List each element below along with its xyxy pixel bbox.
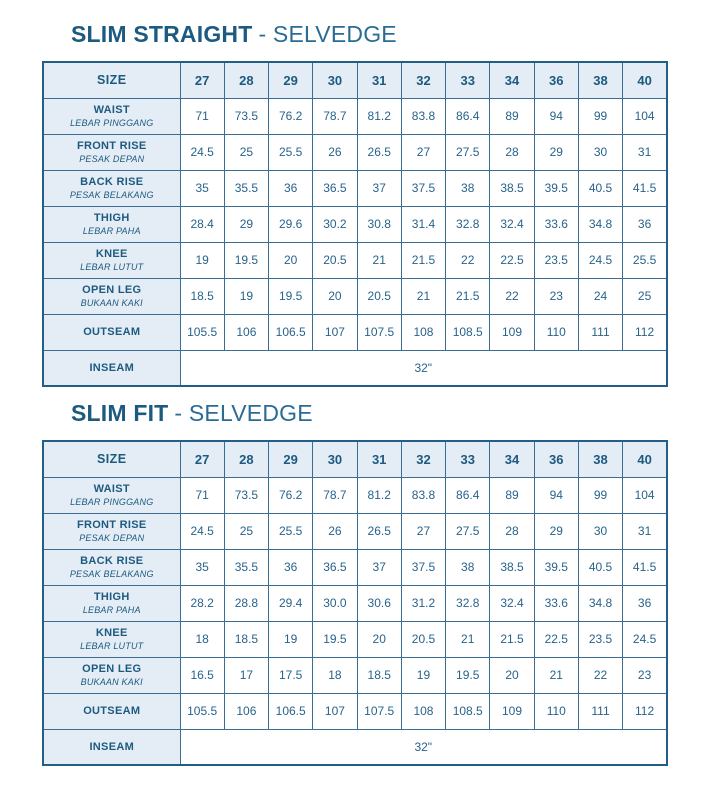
measurement-label-cell xyxy=(43,278,180,314)
measurement-value: 78.7 xyxy=(313,477,357,513)
measurement-value: 89 xyxy=(490,98,534,134)
measurement-value: 40.5 xyxy=(578,170,622,206)
measurement-value: 18 xyxy=(313,657,357,693)
measurement-value: 37 xyxy=(357,549,401,585)
size-table-slim-fit xyxy=(42,440,668,766)
inseam-row xyxy=(43,729,667,765)
measurement-name: OUTSEAM xyxy=(83,326,141,338)
measurement-value: 108.5 xyxy=(446,693,490,729)
measurement-value: 76.2 xyxy=(269,477,313,513)
inseam-value: 32" xyxy=(180,729,667,765)
measurement-value: 99 xyxy=(578,477,622,513)
measurement-name: FRONT RISE xyxy=(76,519,147,531)
measurement-value: 21.5 xyxy=(490,621,534,657)
measurement-value: 24.5 xyxy=(180,134,224,170)
measurement-value: 36.5 xyxy=(313,549,357,585)
measurement-label-cell xyxy=(43,693,180,729)
measurement-value: 29 xyxy=(534,513,578,549)
measurement-value: 26.5 xyxy=(357,134,401,170)
measurement-value: 71 xyxy=(180,98,224,134)
measurement-subname: BUKAAN KAKI xyxy=(80,298,143,308)
measurement-value: 32.4 xyxy=(490,206,534,242)
measurement-value: 39.5 xyxy=(534,170,578,206)
measurement-value: 19 xyxy=(401,657,445,693)
measurement-value: 31 xyxy=(623,134,667,170)
measurement-value: 38.5 xyxy=(490,549,534,585)
measurement-value: 81.2 xyxy=(357,477,401,513)
measurement-value: 17.5 xyxy=(269,657,313,693)
measurement-value: 28.2 xyxy=(180,585,224,621)
measurement-value: 29.4 xyxy=(269,585,313,621)
title-fabric-name: - SELVEDGE xyxy=(174,400,313,426)
measurement-subname: LEBAR LUTUT xyxy=(80,262,144,272)
measurement-value: 105.5 xyxy=(180,693,224,729)
measurement-subname: PESAK DEPAN xyxy=(79,533,145,543)
measurement-value: 17 xyxy=(224,657,268,693)
measurement-value: 107 xyxy=(313,314,357,350)
size-column-header: 28 xyxy=(224,441,268,477)
measurement-value: 25 xyxy=(224,513,268,549)
size-header-row xyxy=(43,441,667,477)
measurement-value: 23.5 xyxy=(534,242,578,278)
measurement-label-cell xyxy=(43,242,180,278)
measurement-value: 109 xyxy=(490,693,534,729)
size-column-header: 28 xyxy=(224,62,268,98)
measurement-value: 22 xyxy=(490,278,534,314)
size-column-header: 30 xyxy=(313,441,357,477)
measurement-name: WAIST xyxy=(93,104,130,116)
measurement-value: 89 xyxy=(490,477,534,513)
measurement-value: 26.5 xyxy=(357,513,401,549)
measurement-value: 19.5 xyxy=(269,278,313,314)
measurement-value: 25 xyxy=(623,278,667,314)
measurement-value: 73.5 xyxy=(224,98,268,134)
measurement-value: 31 xyxy=(623,513,667,549)
measurement-value: 36.5 xyxy=(313,170,357,206)
measurement-value: 106 xyxy=(224,314,268,350)
size-column-header: 31 xyxy=(357,62,401,98)
measurement-value: 24 xyxy=(578,278,622,314)
measurement-value: 16.5 xyxy=(180,657,224,693)
measurement-value: 21 xyxy=(446,621,490,657)
measurement-value: 27 xyxy=(401,513,445,549)
measurement-value: 28 xyxy=(490,134,534,170)
measurement-value: 30.8 xyxy=(357,206,401,242)
size-column-header: 33 xyxy=(446,62,490,98)
measurement-value: 25.5 xyxy=(269,134,313,170)
section-title-slim-fit xyxy=(71,399,668,427)
measurement-value: 112 xyxy=(623,314,667,350)
measurement-value: 22 xyxy=(578,657,622,693)
size-table-body xyxy=(43,441,667,765)
measurement-value: 108 xyxy=(401,693,445,729)
measurement-value: 28 xyxy=(490,513,534,549)
measurement-subname: LEBAR LUTUT xyxy=(80,641,144,651)
measurement-name: FRONT RISE xyxy=(76,140,147,152)
measurement-value: 106.5 xyxy=(269,693,313,729)
size-column-header: 30 xyxy=(313,62,357,98)
measurement-subname: LEBAR PINGGANG xyxy=(70,497,154,507)
measurement-label-cell xyxy=(43,314,180,350)
measurement-value: 106 xyxy=(224,693,268,729)
section-slim-fit xyxy=(42,399,668,766)
title-fit-name: SLIM FIT xyxy=(71,400,169,426)
measurement-value: 18 xyxy=(180,621,224,657)
measurement-value: 24.5 xyxy=(180,513,224,549)
measurement-value: 19 xyxy=(180,242,224,278)
measurement-value: 36 xyxy=(623,206,667,242)
measurement-name: OUTSEAM xyxy=(83,705,141,717)
measurement-value: 27.5 xyxy=(446,134,490,170)
measurement-value: 39.5 xyxy=(534,549,578,585)
measurement-value: 106.5 xyxy=(269,314,313,350)
measurement-value: 31.4 xyxy=(401,206,445,242)
measurement-value: 25.5 xyxy=(623,242,667,278)
measurement-value: 30.2 xyxy=(313,206,357,242)
measurement-value: 26 xyxy=(313,134,357,170)
measurement-value: 21.5 xyxy=(401,242,445,278)
measurement-value: 112 xyxy=(623,693,667,729)
measurement-subname: BUKAAN KAKI xyxy=(80,677,143,687)
measurement-label-cell xyxy=(43,585,180,621)
size-column-header: 36 xyxy=(534,62,578,98)
size-column-header: 40 xyxy=(623,62,667,98)
measurement-subname: PESAK BELAKANG xyxy=(69,190,154,200)
measurement-value: 35 xyxy=(180,549,224,585)
measurement-value: 24.5 xyxy=(623,621,667,657)
measurement-value: 25.5 xyxy=(269,513,313,549)
measurement-value: 36 xyxy=(623,585,667,621)
measurement-label-cell xyxy=(43,477,180,513)
measurement-value: 105.5 xyxy=(180,314,224,350)
measurement-value: 25 xyxy=(224,134,268,170)
size-column-header: 27 xyxy=(180,441,224,477)
title-fabric-name: - SELVEDGE xyxy=(258,21,397,47)
measurement-value: 109 xyxy=(490,314,534,350)
measurement-value: 21 xyxy=(534,657,578,693)
measurement-value: 107 xyxy=(313,693,357,729)
measurement-label-cell xyxy=(43,134,180,170)
size-column-header: 32 xyxy=(401,62,445,98)
measurement-value: 19 xyxy=(224,278,268,314)
measurement-value: 21.5 xyxy=(446,278,490,314)
measurement-name: KNEE xyxy=(95,248,128,260)
measurement-name: OPEN LEG xyxy=(82,284,142,296)
measurement-value: 37.5 xyxy=(401,549,445,585)
size-row-label: SIZE xyxy=(43,62,180,98)
measurement-label-cell xyxy=(43,513,180,549)
measurement-value: 18.5 xyxy=(180,278,224,314)
measurement-value: 20.5 xyxy=(401,621,445,657)
size-table-slim-straight xyxy=(42,61,668,387)
measurement-value: 18.5 xyxy=(224,621,268,657)
measurement-value: 94 xyxy=(534,477,578,513)
size-table-body xyxy=(43,62,667,386)
measurement-row xyxy=(43,170,667,206)
measurement-name: BACK RISE xyxy=(80,555,144,567)
measurement-value: 27.5 xyxy=(446,513,490,549)
measurement-value: 23 xyxy=(534,278,578,314)
measurement-value: 104 xyxy=(623,477,667,513)
measurement-subname: LEBAR PINGGANG xyxy=(70,118,154,128)
section-slim-straight xyxy=(42,20,668,387)
measurement-value: 108 xyxy=(401,314,445,350)
measurement-value: 41.5 xyxy=(623,549,667,585)
measurement-value: 35.5 xyxy=(224,170,268,206)
size-column-header: 33 xyxy=(446,441,490,477)
measurement-label-cell xyxy=(43,98,180,134)
inseam-label: INSEAM xyxy=(89,361,135,374)
measurement-value: 20 xyxy=(490,657,534,693)
measurement-row xyxy=(43,585,667,621)
measurement-value: 20 xyxy=(269,242,313,278)
size-row-label: SIZE xyxy=(43,441,180,477)
measurement-subname: LEBAR PAHA xyxy=(82,605,141,615)
measurement-value: 107.5 xyxy=(357,314,401,350)
measurement-name: KNEE xyxy=(95,627,128,639)
measurement-value: 104 xyxy=(623,98,667,134)
measurement-name: WAIST xyxy=(93,483,130,495)
measurement-label-cell xyxy=(43,621,180,657)
measurement-value: 22 xyxy=(446,242,490,278)
measurement-value: 40.5 xyxy=(578,549,622,585)
measurement-value: 38 xyxy=(446,170,490,206)
measurement-value: 30 xyxy=(578,513,622,549)
measurement-label-cell xyxy=(43,206,180,242)
measurement-value: 33.6 xyxy=(534,206,578,242)
measurement-value: 20.5 xyxy=(313,242,357,278)
measurement-row xyxy=(43,477,667,513)
measurement-label-cell xyxy=(43,657,180,693)
measurement-value: 23.5 xyxy=(578,621,622,657)
measurement-value: 78.7 xyxy=(313,98,357,134)
measurement-value: 107.5 xyxy=(357,693,401,729)
measurement-row xyxy=(43,513,667,549)
measurement-value: 71 xyxy=(180,477,224,513)
measurement-row xyxy=(43,278,667,314)
measurement-value: 33.6 xyxy=(534,585,578,621)
measurement-value: 27 xyxy=(401,134,445,170)
measurement-row xyxy=(43,134,667,170)
measurement-name: OPEN LEG xyxy=(82,663,142,675)
measurement-value: 28.4 xyxy=(180,206,224,242)
measurement-value: 19 xyxy=(269,621,313,657)
measurement-row xyxy=(43,206,667,242)
measurement-value: 99 xyxy=(578,98,622,134)
measurement-value: 29 xyxy=(224,206,268,242)
measurement-value: 35.5 xyxy=(224,549,268,585)
measurement-value: 41.5 xyxy=(623,170,667,206)
measurement-value: 81.2 xyxy=(357,98,401,134)
measurement-row xyxy=(43,242,667,278)
size-column-header: 34 xyxy=(490,441,534,477)
measurement-value: 32.8 xyxy=(446,206,490,242)
measurement-row xyxy=(43,621,667,657)
measurement-value: 31.2 xyxy=(401,585,445,621)
measurement-value: 110 xyxy=(534,693,578,729)
measurement-value: 21 xyxy=(357,242,401,278)
measurement-value: 94 xyxy=(534,98,578,134)
measurement-row xyxy=(43,693,667,729)
measurement-value: 108.5 xyxy=(446,314,490,350)
measurement-value: 22.5 xyxy=(490,242,534,278)
size-column-header: 38 xyxy=(578,441,622,477)
measurement-value: 19.5 xyxy=(313,621,357,657)
size-column-header: 38 xyxy=(578,62,622,98)
measurement-row xyxy=(43,98,667,134)
measurement-name: THIGH xyxy=(93,212,130,224)
measurement-value: 24.5 xyxy=(578,242,622,278)
measurement-value: 30.6 xyxy=(357,585,401,621)
measurement-subname: LEBAR PAHA xyxy=(82,226,141,236)
measurement-row xyxy=(43,314,667,350)
measurement-value: 19.5 xyxy=(224,242,268,278)
size-column-header: 29 xyxy=(269,441,313,477)
size-column-header: 32 xyxy=(401,441,445,477)
measurement-name: BACK RISE xyxy=(80,176,144,188)
measurement-value: 28.8 xyxy=(224,585,268,621)
size-header-row xyxy=(43,62,667,98)
measurement-subname: PESAK DEPAN xyxy=(79,154,145,164)
measurement-name: THIGH xyxy=(93,591,130,603)
size-column-header: 40 xyxy=(623,441,667,477)
measurement-value: 34.8 xyxy=(578,206,622,242)
measurement-value: 29.6 xyxy=(269,206,313,242)
measurement-value: 21 xyxy=(401,278,445,314)
measurement-value: 111 xyxy=(578,314,622,350)
measurement-value: 110 xyxy=(534,314,578,350)
measurement-value: 111 xyxy=(578,693,622,729)
measurement-value: 73.5 xyxy=(224,477,268,513)
measurement-value: 83.8 xyxy=(401,98,445,134)
measurement-subname: PESAK BELAKANG xyxy=(69,569,154,579)
measurement-value: 32.8 xyxy=(446,585,490,621)
measurement-value: 86.4 xyxy=(446,98,490,134)
measurement-value: 36 xyxy=(269,549,313,585)
measurement-value: 20 xyxy=(313,278,357,314)
size-column-header: 34 xyxy=(490,62,534,98)
size-column-header: 29 xyxy=(269,62,313,98)
inseam-label-cell xyxy=(43,729,180,765)
inseam-value: 32" xyxy=(180,350,667,386)
measurement-value: 22.5 xyxy=(534,621,578,657)
measurement-value: 29 xyxy=(534,134,578,170)
measurement-value: 37 xyxy=(357,170,401,206)
measurement-value: 36 xyxy=(269,170,313,206)
measurement-value: 30.0 xyxy=(313,585,357,621)
measurement-value: 38 xyxy=(446,549,490,585)
title-fit-name: SLIM STRAIGHT xyxy=(71,21,253,47)
inseam-label-cell xyxy=(43,350,180,386)
measurement-value: 19.5 xyxy=(446,657,490,693)
size-column-header: 36 xyxy=(534,441,578,477)
inseam-row xyxy=(43,350,667,386)
measurement-row xyxy=(43,549,667,585)
measurement-value: 83.8 xyxy=(401,477,445,513)
measurement-value: 35 xyxy=(180,170,224,206)
measurement-value: 32.4 xyxy=(490,585,534,621)
measurement-value: 20.5 xyxy=(357,278,401,314)
measurement-row xyxy=(43,657,667,693)
measurement-value: 20 xyxy=(357,621,401,657)
measurement-value: 18.5 xyxy=(357,657,401,693)
measurement-label-cell xyxy=(43,170,180,206)
size-column-header: 27 xyxy=(180,62,224,98)
measurement-label-cell xyxy=(43,549,180,585)
measurement-value: 30 xyxy=(578,134,622,170)
measurement-value: 38.5 xyxy=(490,170,534,206)
section-title-slim-straight xyxy=(71,20,668,48)
measurement-value: 76.2 xyxy=(269,98,313,134)
size-column-header: 31 xyxy=(357,441,401,477)
measurement-value: 26 xyxy=(313,513,357,549)
inseam-label: INSEAM xyxy=(89,740,135,753)
measurement-value: 86.4 xyxy=(446,477,490,513)
measurement-value: 23 xyxy=(623,657,667,693)
measurement-value: 34.8 xyxy=(578,585,622,621)
measurement-value: 37.5 xyxy=(401,170,445,206)
